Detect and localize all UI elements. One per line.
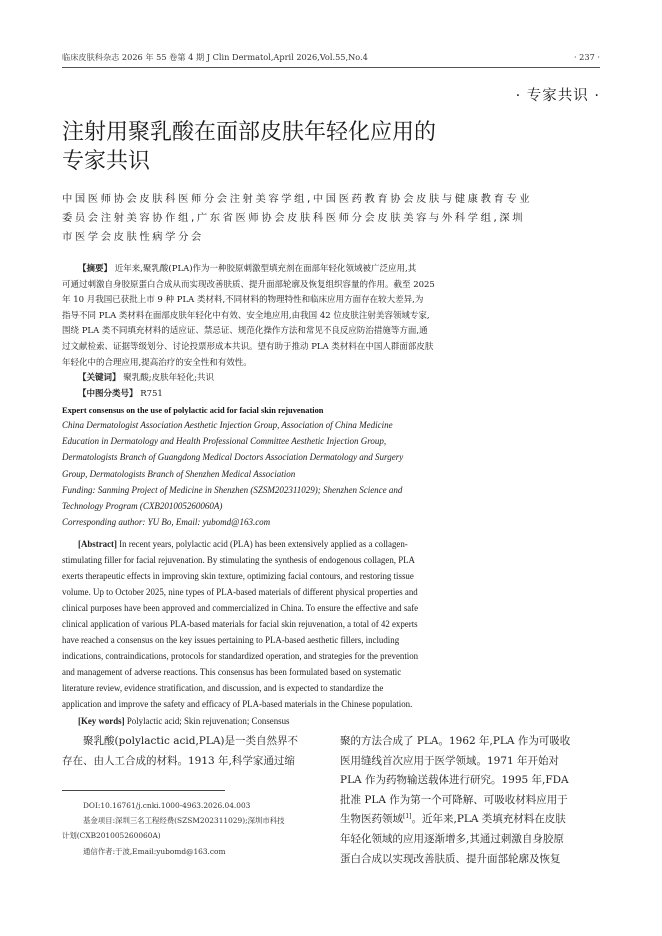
abstract-text-en: clinical application of various PLA-based materials for facial skin rejuvenation, a total of 42 experts xyxy=(62,619,418,630)
footnote-rule xyxy=(62,790,225,791)
journal-citation: 临床皮肤科杂志 2026 年 55 卷第 4 期 J Clin Dermatol,April 2026,Vol.55,No.4 xyxy=(62,52,368,62)
footnote-fund: 基金项目:深圳三名工程经费(SZSM202311029);深圳市科技 xyxy=(83,816,285,826)
body-line: 存在、由人工合成的材料。1913 年,科学家通过缩 xyxy=(62,754,295,767)
abstract-text-en: application and improve the safety and efficacy of PLA-based materials in the Chinese population. xyxy=(62,699,413,710)
body-text: 生物医药领域 xyxy=(340,813,403,826)
abstract-label-en: [Abstract] xyxy=(78,539,117,549)
abstract-en xyxy=(62,536,600,729)
article-title-en: Expert consensus on the use of polylactic acid for facial skin rejuvenation xyxy=(62,406,324,415)
funding-line: Technology Program (CXB201005260060A) xyxy=(62,501,223,512)
body-line: 聚乳酸(polylactic acid,PLA)是一类自然界不 xyxy=(83,735,298,747)
classification-label: 【中图分类号】 xyxy=(78,388,138,399)
author-line: 市医学会皮肤性病学分会 xyxy=(62,231,204,243)
abstract-text-en: have reached a consensus on the key issues pertaining to PLA-based aesthetic fillers, including xyxy=(62,635,400,646)
footnote-doi: DOI:10.16761/j.cnki.1000-4963.2026.04.003 xyxy=(83,801,251,810)
body-line: 聚的方法合成了 PLA。1962 年,PLA 作为可吸收 xyxy=(340,735,571,747)
title-line: 注射用聚乳酸在面部皮肤年轻化应用的 xyxy=(62,120,437,145)
classification-number: R751 xyxy=(140,388,163,399)
author-line: 中国医师协会皮肤科医师分会注射美容学组,中国医药教育协会皮肤与健康教育专业 xyxy=(62,193,533,205)
abstract-text-en: volume. Up to October 2025, nine types of PLA-based materials of different physical properties and xyxy=(62,587,418,598)
keywords-value-en: Polylactic acid; Skin rejuvenation; Consensus xyxy=(126,715,290,726)
abstract-text-en: indications, contraindications, protocols for standardized operation, and strategies for the prevention xyxy=(62,651,419,662)
body-column-left xyxy=(62,732,324,771)
keywords-label-zh: 【关键词】 xyxy=(78,373,121,384)
body-text: 。近年来,PLA 类填充材料在皮肤 xyxy=(411,813,566,826)
article-title-zh xyxy=(62,118,602,176)
english-front-matter xyxy=(62,406,602,530)
author-line-en: China Dermatologist Association Aesthetic Injection Group, Association of China Medicine xyxy=(62,420,393,430)
abstract-text: 指导不同 PLA 类材料在面部皮肤年轻化中有效、安全地应用,由我国 42 位皮肤注射美容领域专家, xyxy=(62,310,430,321)
abstract-text: 年 10 月我国已获批上市 9 种 PLA 类材料,不同材料的物理特性和临床应用方面存在较大差异,为 xyxy=(62,295,424,306)
footnote-fund: 计划(CXB201005260060A) xyxy=(62,831,161,841)
abstract-text-en: exerts therapeutic effects in improving skin texture, optimizing facial contours, and restoring tissue xyxy=(62,571,414,582)
corresponding-author: Corresponding author: YU Bo, Email: yubomd@163.com xyxy=(62,517,271,528)
classification-zh xyxy=(62,387,600,403)
body-line: 医用缝线首次应用于医学领域。1971 年开始对 xyxy=(340,754,560,767)
author-line-en: Dermatologists Branch of Guangdong Medical Doctors Association Dermatology and Surgery xyxy=(62,452,404,463)
author-line-en: Education in Dermatology and Health Professional Committee Aesthetic Injection Group, xyxy=(62,436,387,447)
abstract-text-en: stimulating filler for facial rejuvenation. By stimulating the synthesis of endogenous collagen, PLA xyxy=(62,555,415,566)
abstract-text: 可通过刺激自身胶原蛋白合成从而实现改善肤质、提升面部轮廓及恢复组织容量的作用。截至 2025 xyxy=(62,279,435,290)
author-line: 委员会注射美容协作组,广东省医师协会皮肤科医师分会皮肤美容与外科学组,深圳 xyxy=(62,212,526,224)
keywords-label-en: [Key words] xyxy=(78,715,125,726)
body-line xyxy=(340,810,602,830)
funding-line: Funding: Sanming Project of Medicine in Shenzhen (SZSM202311029); Shenzhen Science and xyxy=(62,484,403,495)
body-column-right xyxy=(340,732,602,869)
keywords-en xyxy=(62,713,600,729)
body-line: PLA 作为药物输送载体进行研究。1995 年,FDA xyxy=(340,774,569,787)
author-line-en: Group, Dermatologists Branch of Shenzhen Medical Association xyxy=(62,468,296,479)
column-label: · 专家共识 · xyxy=(515,88,600,104)
abstract-text: 围绕 PLA 类不同填充材料的适应证、禁忌证、规范化操作方法和常见不良反应防治措施等方面,通 xyxy=(62,326,428,337)
abstract-text: 近年来,聚乳酸(PLA)作为一种胶原刺激型填充剂在面部年轻化领域被广泛应用,其 xyxy=(114,264,417,274)
authors-zh xyxy=(62,190,533,247)
footnotes xyxy=(62,798,324,859)
footnote-correspondence: 通信作者:于波,Email:yubomd@163.com xyxy=(83,846,226,856)
body-line: 年轻化领域的应用逐渐增多,其通过刺激自身胶原 xyxy=(340,832,564,845)
abstract-zh xyxy=(62,262,600,402)
abstract-text-en: literature review, evidence stratification, and discussion, and is expected to standardize the xyxy=(62,683,384,694)
abstract-text: 年轻化中的合理应用,提高治疗的安全性和有效性。 xyxy=(62,357,252,368)
keywords-zh xyxy=(62,371,600,387)
abstract-text-en: and management of adverse reactions. This consensus has been formulated based on systematic xyxy=(62,667,402,678)
abstract-text-en: In recent years, polylactic acid (PLA) has been extensively applied as a collagen- xyxy=(119,539,408,549)
page-number: · 237 · xyxy=(573,52,600,62)
header-rule xyxy=(62,67,600,68)
title-line: 专家共识 xyxy=(62,149,151,174)
body-line: 批准 PLA 作为第一个可降解、可吸收材料应用于 xyxy=(340,793,568,806)
authors-en xyxy=(62,417,602,530)
abstract-label-zh: 【摘要】 xyxy=(78,264,113,274)
keywords-value-zh: 聚乳酸;皮肤年轻化;共识 xyxy=(123,373,214,384)
abstract-text-en: clinical purposes have been approved and commercialized in China. To ensure the effective and safe xyxy=(62,603,419,614)
body-line: 蛋白合成以实现改善肤质、提升面部轮廓及恢复 xyxy=(340,852,561,865)
abstract-text: 过文献检索、证据等级划分、讨论投票形成本共识。望有助于推动 PLA 类材料在中国人群面部皮肤 xyxy=(62,341,434,352)
citation-link[interactable]: [1] xyxy=(403,813,412,821)
running-header xyxy=(62,52,600,63)
